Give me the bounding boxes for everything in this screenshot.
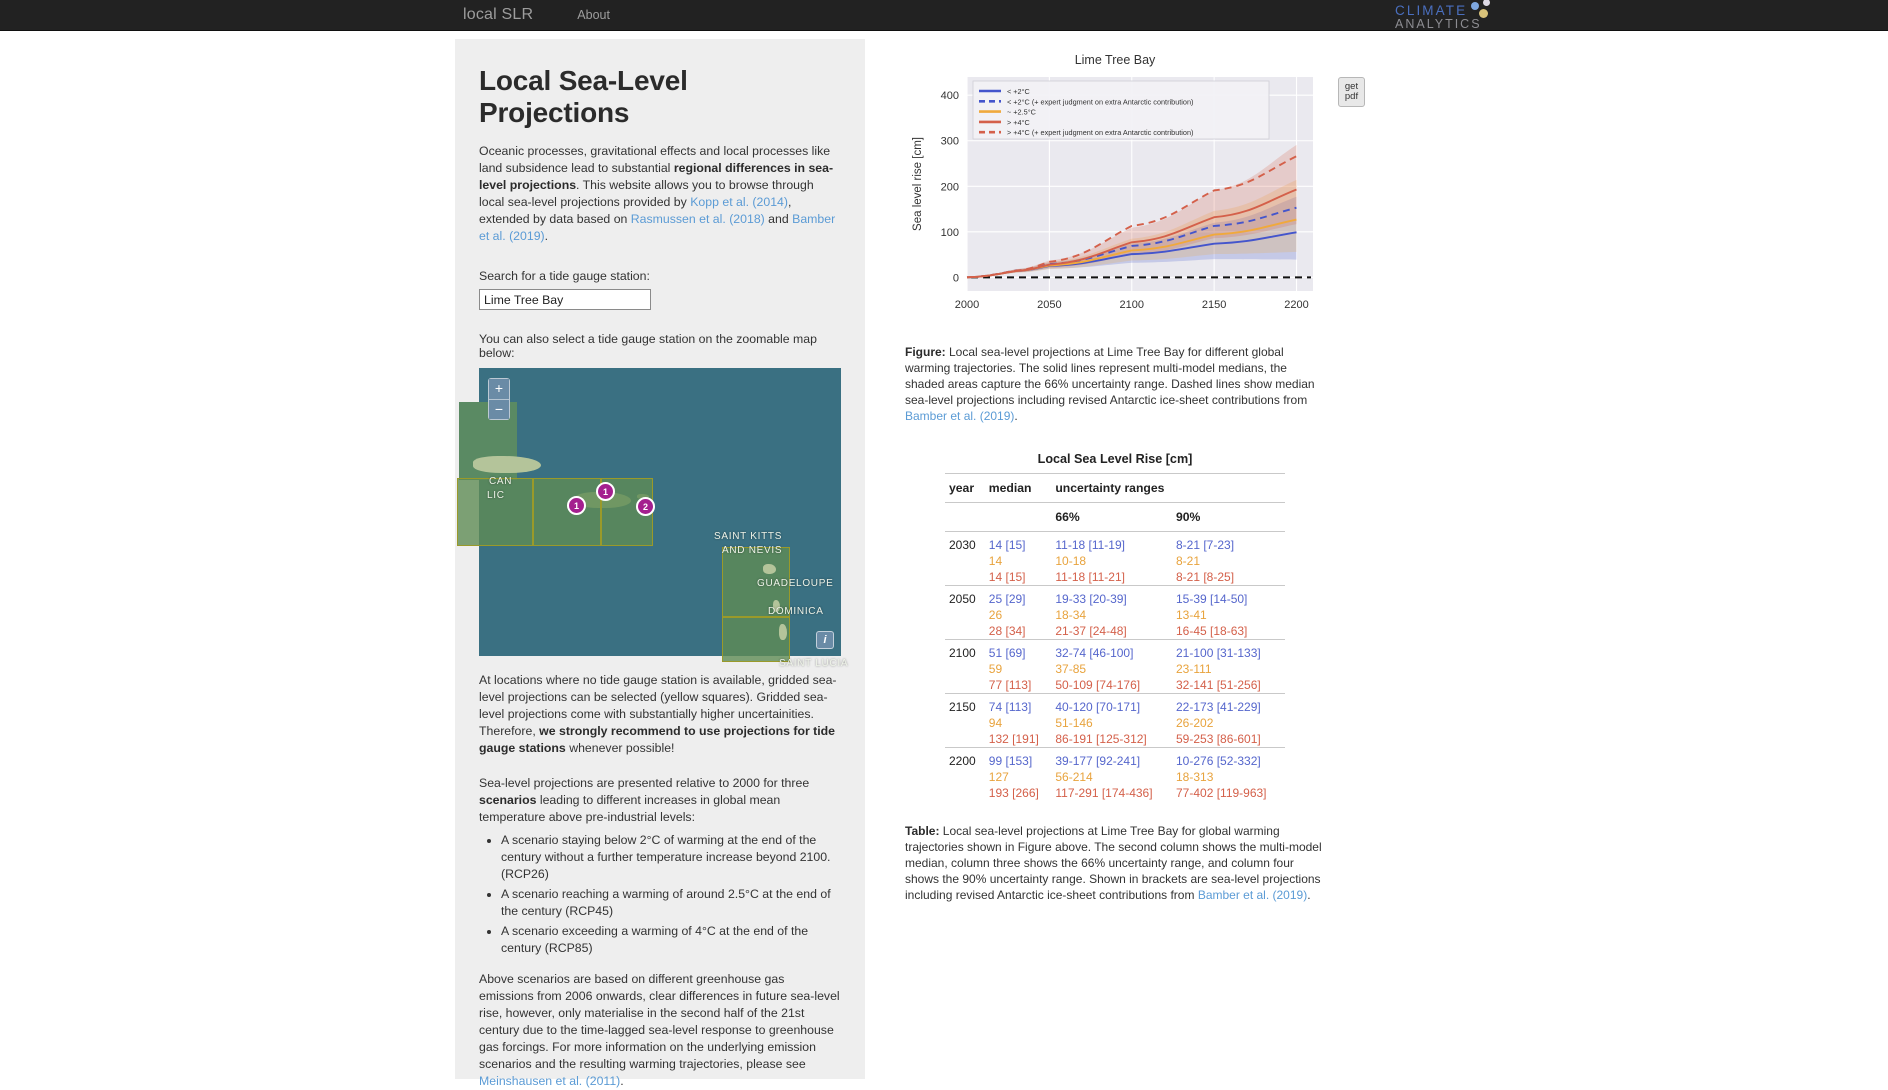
map-isle-saintlucia [779,624,787,640]
table-cell-median: 25 [29] [985,586,1052,608]
sea-level-projection-chart [905,69,1325,329]
figure-caption-label: Figure: [905,345,946,359]
link-kopp-2014[interactable]: Kopp et al. (2014) [690,195,788,209]
table-cell-90: 77-402 [119-963] [1176,786,1267,800]
table-cell-median: 51 [69] [985,640,1052,662]
table-cell-90: 21-100 [31-133] [1172,640,1285,662]
table-cell-year [945,569,985,586]
table-cell-66: 56-214 [1055,770,1093,784]
table-cell-90: 15-39 [14-50] [1172,586,1285,608]
search-input[interactable] [479,289,651,310]
chart-xtick-label: 2100 [1119,299,1145,311]
table-cell-year [945,731,985,748]
map-place-label: GUADELOUPE [757,578,834,589]
map-zoom-control[interactable] [488,378,510,420]
table-cell-90: 13-41 [1176,608,1207,622]
map-station-marker[interactable]: 2 [636,497,655,516]
table-header-uncertainty: uncertainty ranges [1051,474,1285,503]
table-cell-year [945,715,985,731]
right-content-panel [905,39,1359,903]
table-cell-90: 59-253 [86-601] [1176,732,1261,746]
top-navbar [0,0,1888,31]
scenarios-paragraph [479,775,841,826]
map-station-marker[interactable]: 1 [596,482,615,501]
table-row [945,553,1285,569]
table-caption-end: . [1307,888,1311,902]
map-place-label: CAN [489,476,513,487]
map-zoom-out-button[interactable]: − [489,399,509,419]
table-cell-66: 19-33 [20-39] [1051,586,1172,608]
figure-caption-text: Local sea-level projections at Lime Tree Bay for different global warming trajectories. The solid lines represent multi-model medians, the shaded areas capture the 66% uncertainty range. Dashed lines show median sea-level projections including revised Antarctic ice-sheet contributions from [905,345,1315,407]
chart-ytick-label: 200 [940,181,959,194]
table-cell-year [945,661,985,677]
table-cell-median: 127 [988,770,1009,784]
table-cell-66: 39-177 [92-241] [1051,748,1172,770]
logo-dot-gold [1479,9,1488,18]
climate-analytics-logo [1395,0,1503,32]
table-cell-median: 94 [988,716,1003,730]
table-subheader-blank-1 [945,503,985,532]
table-subheader-66: 66% [1051,503,1172,532]
chart-legend-label: < +2°C (+ expert judgment on extra Antarctic contribution) [1007,97,1194,107]
table-cell-90: 22-173 [41-229] [1172,694,1285,716]
logo-dot-blue [1471,2,1479,10]
figure-caption-end: . [1014,409,1018,423]
table-cell-year [945,623,985,640]
page-body [0,31,1888,1088]
left-content-panel [455,39,865,1088]
map-isle-hispaniola [473,456,541,473]
table-cell-median: 14 [988,554,1003,568]
link-meinshausen-2011[interactable]: Meinshausen et al. (2011) [479,1074,621,1088]
map-intro-text: You can also select a tide gauge station on the zoomable map below: [479,332,817,360]
table-row [945,785,1285,801]
table-caption-text: Local sea-level projections at Lime Tree Bay for global warming trajectories shown in Figure above. The second column shows the multi-model median, column three shows the 66% uncertainty range, and column four shows the 90% uncertainty range. Shown in brackets are sea-level projections including revised Antarctic ice-sheet contributions from [905,824,1322,902]
table-row [945,731,1285,748]
closing-text-2: . [620,1074,624,1088]
page-title: Local Sea-Level Projections [479,65,688,128]
scenario-item: • A scenario staying below 2°C of warming at the end of the century without a further temperature increase beyond 2100. (RCP26) [501,832,841,883]
map-place-label: LIC [487,490,505,501]
intro-text-1: Oceanic processes, gravitational effects and local processes like land subsidence lead to substantial [479,144,831,175]
table-row [945,623,1285,640]
map-zoom-in-button[interactable]: + [489,379,509,399]
intro-text-4: and [764,212,793,226]
table-cell-66: 37-85 [1055,662,1087,676]
table-cell-year: 2100 [945,640,985,662]
table-cell-66: 10-18 [1055,554,1087,568]
table-cell-66: 32-74 [46-100] [1051,640,1172,662]
table-head [945,474,1285,532]
table-cell-median: 193 [266] [988,786,1039,800]
table-cell-year: 2150 [945,694,985,716]
table-row [945,586,1285,608]
map-isle-guadeloupe [763,564,776,574]
brand-link[interactable]: local SLR [463,6,534,23]
table-cell-median: 14 [15] [988,570,1026,584]
table-row [945,532,1285,554]
table-cell-median: 59 [988,662,1003,676]
map-place-label: AND NEVIS [722,545,783,556]
chart-legend-label: ~ +2.5°C [1007,107,1036,117]
table-subheader-90: 90% [1172,503,1285,532]
map-grid-square[interactable] [457,478,533,546]
table-cell-year [945,769,985,785]
intro-paragraph [479,143,841,245]
table-header-row [945,474,1285,503]
scenarios-text-1: Sea-level projections are presented relative to 2000 for three [479,776,810,790]
table-cell-66: 117-291 [174-436] [1055,786,1153,800]
table-row [945,607,1285,623]
table-cell-year [945,785,985,801]
get-pdf-button[interactable]: get pdf [1338,77,1365,107]
chart-ytick-label: 0 [952,272,959,285]
scenarios-bold: scenarios [479,793,537,807]
scenarios-text-2: leading to different increases in global mean temperature above pre-industrial levels: [479,793,781,824]
table-cell-66: 21-37 [24-48] [1055,624,1127,638]
chart-legend-label: < +2°C [1007,87,1030,96]
chart-y-axis-label: Sea level rise [cm] [912,137,924,231]
nav-item-about[interactable]: About [577,8,610,22]
chart-xtick-label: 2150 [1201,299,1227,311]
table-cell-66: 86-191 [125-312] [1055,732,1147,746]
table-cell-66: 50-109 [74-176] [1055,678,1141,692]
table-cell-66: 51-146 [1055,716,1093,730]
table-title: Local Sea Level Rise [cm] [1037,452,1193,466]
figure-caption [905,344,1325,424]
table-caption-link[interactable]: Bamber et al. (2019) [1197,888,1308,902]
closing-text-1: Above scenarios are based on different greenhouse gas emissions from 2006 onwards, clear differences in future sea-level rise, however, only materialise in the second half of the 21st century due to the time-lagged sea-level response to greenhouse gas forcings. For more information on the underlying emission scenarios and the resulting warming trajectories, please see [479,972,840,1071]
chart-legend-label: > +4°C (+ expert judgment on extra Antarctic contribution) [1007,128,1194,138]
chart-title: Lime Tree Bay [1074,53,1156,67]
table-cell-66: 18-34 [1055,608,1087,622]
table-row [945,715,1285,731]
table-cell-year [945,553,985,569]
table-cell-median: 99 [153] [985,748,1052,770]
link-bamber-2019[interactable]: Bamber et al. (2019) [479,212,836,243]
table-cell-median: 26 [988,608,1003,622]
table-caption [905,823,1325,903]
table-cell-90: 18-313 [1176,770,1214,784]
map-place-label: SAINT LUCIA [779,658,849,669]
table-row [945,569,1285,586]
table-cell-90: 32-141 [51-256] [1176,678,1261,692]
table-caption-label: Table: [905,824,940,838]
table-cell-90: 8-21 [1176,554,1201,568]
link-rasmussen-2018[interactable]: Rasmussen et al. (2018) [630,212,765,226]
map-isle-dominica [773,600,780,612]
map-place-label: DOMINICA [768,606,824,617]
tide-gauge-map[interactable] [479,368,849,669]
table-cell-year: 2030 [945,532,985,554]
gridded-bold: we strongly recommend to use projections for tide gauge stations [479,724,836,755]
figure-caption-link[interactable]: Bamber et al. (2019) [905,409,1015,423]
table-subheader-blank-2 [985,503,1052,532]
table-cell-year: 2200 [945,748,985,770]
table-body [945,532,1285,802]
scenario-item: • A scenario exceeding a warming of 4°C at the end of the century (RCP85) [501,923,841,957]
gridded-text-1: At locations where no tide gauge station is available, gridded sea-level projections can be selected (yellow squares). Gridded sea-level projections come with substantially higher uncertainities. Therefore, [479,673,837,738]
table-cell-median: 28 [34] [988,624,1026,638]
table-row [945,640,1285,662]
table-cell-66: 11-18 [11-19] [1051,532,1172,554]
table-cell-66: 11-18 [11-21] [1055,570,1125,584]
table-cell-median: 132 [191] [988,732,1039,746]
intro-text-5: . [544,229,549,243]
table-subheader-row [945,503,1285,532]
table-cell-90: 8-21 [8-25] [1176,570,1235,584]
table-header-median: median [985,474,1052,503]
map-grid-square[interactable] [533,478,601,546]
chart-ytick-label: 400 [940,90,959,103]
map-station-marker[interactable]: 1 [567,496,586,515]
logo-text-analytics: ANALYTICS [1395,17,1482,31]
table-row [945,661,1285,677]
table-row [945,677,1285,694]
logo-text-climate: CLIMATE [1395,3,1468,18]
chart-ytick-label: 100 [940,226,959,239]
table-cell-90: 26-202 [1176,716,1214,730]
map-info-button[interactable]: i [816,631,834,649]
chart-xtick-label: 2050 [1037,299,1062,311]
table-cell-median: 77 [113] [988,678,1032,692]
table-cell-90: 16-45 [18-63] [1176,624,1248,638]
table-cell-median: 14 [15] [985,532,1052,554]
table-cell-66: 40-120 [70-171] [1051,694,1172,716]
table-cell-year [945,607,985,623]
table-row [945,769,1285,785]
table-header-year: year [945,474,985,503]
gridded-text-2: whenever possible! [565,741,675,755]
chart-xtick-label: 2200 [1284,299,1309,311]
table-cell-90: 23-111 [1176,662,1212,676]
table-row [945,694,1285,716]
intro-text-2: . This website allows you to browse through local sea-level projections provided by [479,178,814,209]
search-label: Search for a tide gauge station: [479,269,650,283]
intro-bold: regional differences in sea-level projections [479,161,834,192]
chart-legend-label: > +4°C [1007,117,1030,127]
chart-ytick-label: 300 [940,135,959,148]
map-place-label: SAINT KITTS [714,531,783,542]
sea-level-rise-table [945,452,1285,801]
table-cell-90: 10-276 [52-332] [1172,748,1285,770]
table-cell-median: 74 [113] [985,694,1052,716]
table-cell-year [945,677,985,694]
table-cell-90: 8-21 [7-23] [1172,532,1285,554]
scenario-item: • A scenario reaching a warming of around 2.5°C at the end of the century (RCP45) [501,886,841,920]
intro-text-3: , extended by data based on [479,195,792,226]
scenario-list [479,832,841,957]
table-row [945,748,1285,770]
gridded-paragraph [479,672,841,757]
closing-paragraph [479,971,841,1090]
table-cell-year: 2050 [945,586,985,608]
chart-xtick-label: 2000 [954,299,980,311]
